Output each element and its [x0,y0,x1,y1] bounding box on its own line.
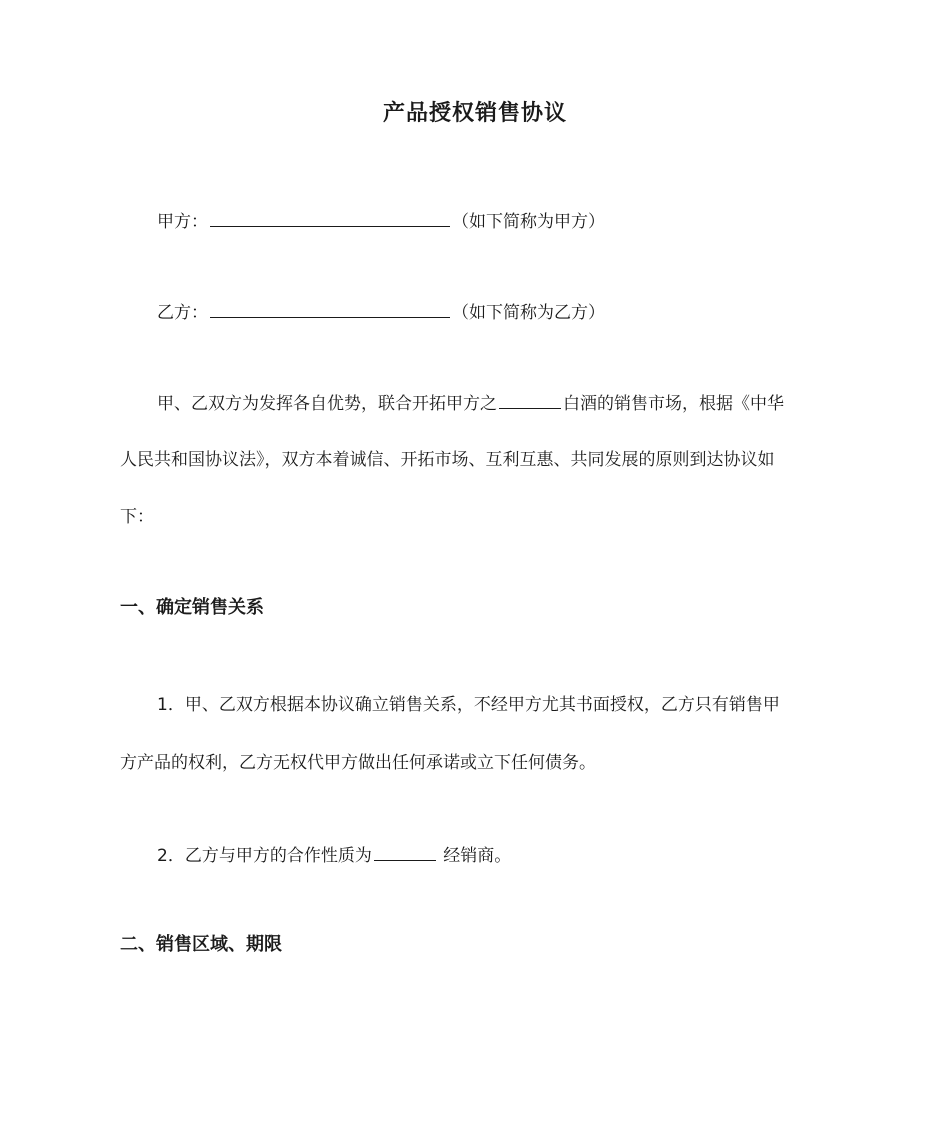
party-b-suffix: （如下简称为乙方） [452,303,605,323]
liquor-brand-blank [499,390,561,409]
preamble-line-2: 人民共和国协议法》，双方本着诚信、开拓市场、互利互惠、共同发展的原则到达协议如 [120,450,775,470]
section-2-heading: 二、销售区域、期限 [120,934,282,955]
cooperation-type-blank [374,842,436,861]
preamble-part-1: 甲、乙双方为发挥各自优势，联合开拓甲方之 [157,394,497,414]
document-title: 产品授权销售协议 [382,101,567,126]
preamble-line-1 [157,390,869,416]
section-1-heading: 一、确定销售关系 [120,597,264,618]
party-a-label: 甲方： [157,212,208,232]
preamble-part-2: 白酒的销售市场，根据《中华 [563,394,784,414]
preamble-line-3: 下： [120,507,154,527]
party-a-suffix: （如下简称为甲方） [452,212,605,232]
clause-1-line-2: 方产品的权利，乙方无权代甲方做出任何承诺或立下任何债务。 [120,753,596,773]
party-a-blank [210,208,450,227]
clause-2-part-1: 2．乙方与甲方的合作性质为 [157,846,372,866]
clause-1-line-1: 1．甲、乙双方根据本协议确立销售关系，不经甲方尤其书面授权，乙方只有销售甲 [157,695,780,715]
clause-2-line [157,842,869,868]
clause-2-part-2: 经销商。 [437,846,512,866]
party-b-label: 乙方： [157,303,208,323]
party-b-blank [210,299,450,318]
party-b-line [157,299,869,325]
party-a-line [157,208,869,234]
